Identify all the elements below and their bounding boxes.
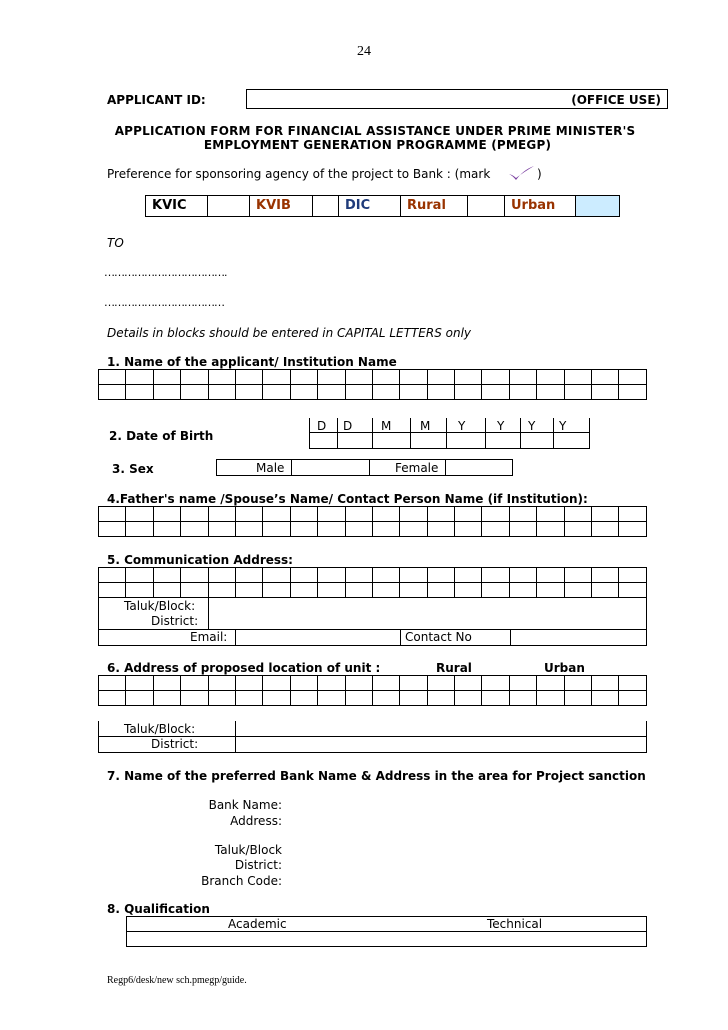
section8-title: 8. Qualification <box>107 902 210 916</box>
grid-cell[interactable] <box>592 385 619 400</box>
grid-cell[interactable] <box>153 522 180 537</box>
grid-cell[interactable] <box>318 522 345 537</box>
grid-cell[interactable] <box>537 676 564 691</box>
agency-urban: Urban <box>504 195 576 217</box>
grid-cell[interactable] <box>427 583 454 598</box>
grid-cell[interactable] <box>455 583 482 598</box>
checkmark-icon <box>506 164 536 182</box>
grid-cell[interactable] <box>208 507 235 522</box>
bank-name-label: Bank Name: <box>208 798 282 812</box>
grid-row <box>99 568 647 583</box>
grid-cell[interactable] <box>263 370 290 385</box>
grid-cell[interactable] <box>564 568 591 583</box>
bank-taluk-label: Taluk/Block <box>214 843 282 857</box>
grid-cell[interactable] <box>235 583 262 598</box>
grid-cell[interactable] <box>318 583 345 598</box>
bank-branch-code-label: Branch Code: <box>201 874 282 888</box>
bank-address-label: Address: <box>230 814 282 828</box>
grid-cell[interactable] <box>208 568 235 583</box>
grid-cell[interactable] <box>400 568 427 583</box>
grid-cell[interactable] <box>592 583 619 598</box>
grid-cell[interactable] <box>455 385 482 400</box>
grid-cell[interactable] <box>290 583 317 598</box>
addressee-line2: ……………………………… <box>104 296 224 309</box>
grid-cell[interactable] <box>181 676 208 691</box>
grid-row <box>99 507 647 522</box>
comm-contact-label: Contact No <box>405 630 472 644</box>
grid-cell[interactable] <box>99 507 126 522</box>
grid-cell[interactable] <box>318 691 345 706</box>
applicant-id-label: APPLICANT ID: <box>107 93 206 107</box>
grid-cell[interactable] <box>427 370 454 385</box>
grid-cell[interactable] <box>126 507 153 522</box>
dob-header: M <box>420 419 431 433</box>
grid-cell[interactable] <box>564 676 591 691</box>
sex-male-label: Male <box>256 461 285 475</box>
footer-reference: Regp6/desk/new sch.pmegp/guide. <box>107 975 247 986</box>
grid-cell[interactable] <box>126 676 153 691</box>
grid-cell[interactable] <box>372 568 399 583</box>
grid-cell[interactable] <box>455 568 482 583</box>
agency-rural-box[interactable] <box>467 195 505 217</box>
grid-cell[interactable] <box>208 522 235 537</box>
grid-cell[interactable] <box>290 568 317 583</box>
grid-cell[interactable] <box>290 370 317 385</box>
grid-cell[interactable] <box>263 522 290 537</box>
grid-cell[interactable] <box>99 370 126 385</box>
grid-cell[interactable] <box>235 522 262 537</box>
instruction-text: Details in blocks should be entered in CAPITAL LETTERS only <box>107 326 472 340</box>
grid-cell[interactable] <box>482 691 509 706</box>
dob-grid[interactable] <box>309 418 590 449</box>
dob-header: Y <box>528 419 536 433</box>
grid-row <box>99 385 647 400</box>
grid-cell[interactable] <box>400 385 427 400</box>
grid-cell[interactable] <box>181 522 208 537</box>
section6-title: 6. Address of proposed location of unit : <box>107 661 381 675</box>
grid-cell[interactable] <box>126 568 153 583</box>
page-number: 24 <box>357 44 371 59</box>
grid-cell[interactable] <box>619 691 647 706</box>
grid-cell[interactable] <box>290 507 317 522</box>
grid-cell[interactable] <box>153 583 180 598</box>
grid-cell[interactable] <box>427 507 454 522</box>
grid-cell[interactable] <box>537 583 564 598</box>
comm-district-label: District: <box>151 614 199 628</box>
grid-cell[interactable] <box>181 568 208 583</box>
grid-cell[interactable] <box>592 691 619 706</box>
grid-cell[interactable] <box>564 385 591 400</box>
qualification-academic-label: Academic <box>228 917 287 931</box>
grid-cell[interactable] <box>400 522 427 537</box>
grid-cell[interactable] <box>592 522 619 537</box>
unit-taluk-input[interactable] <box>236 721 646 736</box>
grid-cell[interactable] <box>427 676 454 691</box>
grid-cell[interactable] <box>345 507 372 522</box>
agency-kvic-box[interactable] <box>207 195 250 217</box>
dob-header: Y <box>559 419 567 433</box>
grid-cell[interactable] <box>208 385 235 400</box>
grid-cell[interactable] <box>537 370 564 385</box>
dob-header: M <box>381 419 392 433</box>
grid-cell[interactable] <box>427 568 454 583</box>
grid-cell[interactable] <box>455 691 482 706</box>
grid-cell[interactable] <box>482 507 509 522</box>
grid-cell[interactable] <box>455 507 482 522</box>
grid-cell[interactable] <box>290 522 317 537</box>
dob-header: Y <box>497 419 505 433</box>
grid-cell[interactable] <box>235 676 262 691</box>
grid-cell[interactable] <box>619 385 647 400</box>
grid-cell[interactable] <box>619 522 647 537</box>
grid-row <box>99 583 647 598</box>
grid-cell[interactable] <box>235 507 262 522</box>
grid-cell[interactable] <box>153 691 180 706</box>
grid-cell[interactable] <box>345 370 372 385</box>
grid-cell[interactable] <box>482 676 509 691</box>
grid-cell[interactable] <box>537 385 564 400</box>
grid-cell[interactable] <box>619 583 647 598</box>
grid-cell[interactable] <box>99 676 126 691</box>
agency-urban-box[interactable] <box>575 195 620 217</box>
grid-cell[interactable] <box>99 691 126 706</box>
grid-cell[interactable] <box>619 676 647 691</box>
comm-email-input[interactable] <box>236 630 400 645</box>
grid-row <box>99 522 647 537</box>
grid-cell[interactable] <box>509 676 536 691</box>
communication-address-grid[interactable] <box>98 567 647 598</box>
grid-cell[interactable] <box>592 676 619 691</box>
grid-cell[interactable] <box>482 385 509 400</box>
office-use-label: (OFFICE USE) <box>571 93 661 107</box>
addressee-line1: ………………………………. <box>104 266 227 279</box>
grid-cell[interactable] <box>181 583 208 598</box>
grid-cell[interactable] <box>153 676 180 691</box>
grid-cell[interactable] <box>153 568 180 583</box>
grid-cell[interactable] <box>208 370 235 385</box>
grid-cell[interactable] <box>290 691 317 706</box>
grid-cell[interactable] <box>263 583 290 598</box>
grid-row <box>99 691 647 706</box>
section5-title: 5. Communication Address: <box>107 553 293 567</box>
grid-cell[interactable] <box>509 385 536 400</box>
grid-cell[interactable] <box>455 522 482 537</box>
grid-cell[interactable] <box>427 385 454 400</box>
grid-cell[interactable] <box>537 522 564 537</box>
grid-cell[interactable] <box>318 676 345 691</box>
grid-cell[interactable] <box>619 568 647 583</box>
grid-cell[interactable] <box>99 568 126 583</box>
grid-cell[interactable] <box>263 691 290 706</box>
grid-cell[interactable] <box>126 385 153 400</box>
grid-cell[interactable] <box>455 370 482 385</box>
grid-cell[interactable] <box>208 676 235 691</box>
grid-cell[interactable] <box>619 370 647 385</box>
grid-cell[interactable] <box>455 676 482 691</box>
grid-cell[interactable] <box>345 522 372 537</box>
grid-cell[interactable] <box>153 370 180 385</box>
grid-cell[interactable] <box>482 568 509 583</box>
unit-taluk-label: Taluk/Block: <box>124 722 196 736</box>
grid-cell[interactable] <box>208 583 235 598</box>
agency-dic: DIC <box>338 195 401 217</box>
grid-cell[interactable] <box>400 507 427 522</box>
section6-rural: Rural <box>436 661 472 675</box>
grid-cell[interactable] <box>318 568 345 583</box>
unit-details <box>98 721 647 753</box>
grid-cell[interactable] <box>181 691 208 706</box>
grid-cell[interactable] <box>345 568 372 583</box>
grid-cell[interactable] <box>345 676 372 691</box>
grid-cell[interactable] <box>564 583 591 598</box>
grid-cell[interactable] <box>126 691 153 706</box>
section7-title: 7. Name of the preferred Bank Name & Address in the area for Project sanction <box>107 769 646 783</box>
grid-cell[interactable] <box>99 522 126 537</box>
grid-cell[interactable] <box>564 522 591 537</box>
unit-district-label: District: <box>151 737 199 751</box>
grid-cell[interactable] <box>372 691 399 706</box>
form-title-line1: APPLICATION FORM FOR FINANCIAL ASSISTANCE UNDER PRIME MINISTER'S <box>114 124 636 138</box>
grid-cell[interactable] <box>427 691 454 706</box>
grid-cell[interactable] <box>372 676 399 691</box>
section6-urban: Urban <box>544 661 585 675</box>
grid-cell[interactable] <box>427 522 454 537</box>
bank-district-label: District: <box>234 858 282 872</box>
grid-cell[interactable] <box>181 385 208 400</box>
grid-cell[interactable] <box>263 676 290 691</box>
grid-cell[interactable] <box>592 370 619 385</box>
comm-taluk-label: Taluk/Block: <box>124 599 196 613</box>
grid-cell[interactable] <box>372 583 399 598</box>
comm-taluk-input[interactable] <box>209 598 646 613</box>
preference-text: Preference for sponsoring agency of the project to Bank : (mark <box>107 167 491 181</box>
sex-female-label: Female <box>395 461 439 475</box>
comm-district-input[interactable] <box>209 614 646 629</box>
grid-cell[interactable] <box>290 676 317 691</box>
grid-cell[interactable] <box>509 522 536 537</box>
grid-cell[interactable] <box>153 385 180 400</box>
comm-contact-input[interactable] <box>511 630 646 645</box>
grid-cell[interactable] <box>482 522 509 537</box>
section1-title: 1. Name of the applicant/ Institution Name <box>107 355 397 369</box>
grid-cell[interactable] <box>126 522 153 537</box>
grid-cell[interactable] <box>99 385 126 400</box>
grid-cell[interactable] <box>235 370 262 385</box>
grid-cell[interactable] <box>537 568 564 583</box>
qualification-technical-label: Technical <box>487 917 543 931</box>
grid-cell[interactable] <box>345 385 372 400</box>
grid-cell[interactable] <box>345 691 372 706</box>
dob-header: D <box>317 419 327 433</box>
grid-cell[interactable] <box>372 507 399 522</box>
agency-kvib-box[interactable] <box>312 195 339 217</box>
grid-cell[interactable] <box>509 370 536 385</box>
grid-cell[interactable] <box>564 691 591 706</box>
applicant-id-field[interactable] <box>246 89 668 109</box>
grid-cell[interactable] <box>263 507 290 522</box>
father-name-grid[interactable] <box>98 506 647 537</box>
grid-cell[interactable] <box>318 507 345 522</box>
grid-cell[interactable] <box>509 568 536 583</box>
grid-cell[interactable] <box>537 507 564 522</box>
grid-cell[interactable] <box>564 370 591 385</box>
section2-title: 2. Date of Birth <box>109 429 214 443</box>
grid-cell[interactable] <box>619 507 647 522</box>
section4-title: 4.Father's name /Spouse’s Name/ Contact Person Name (if Institution): <box>107 492 588 506</box>
grid-cell[interactable] <box>126 583 153 598</box>
grid-cell[interactable] <box>235 691 262 706</box>
grid-cell[interactable] <box>509 583 536 598</box>
grid-cell[interactable] <box>208 691 235 706</box>
unit-district-input[interactable] <box>236 737 646 752</box>
agency-rural: Rural <box>400 195 468 217</box>
communication-details <box>98 598 647 646</box>
addressee-to: TO <box>107 236 124 250</box>
agency-kvib: KVIB <box>249 195 313 217</box>
grid-cell[interactable] <box>592 568 619 583</box>
grid-cell[interactable] <box>509 691 536 706</box>
grid-cell[interactable] <box>318 370 345 385</box>
grid-cell[interactable] <box>372 385 399 400</box>
grid-cell[interactable] <box>592 507 619 522</box>
grid-cell[interactable] <box>372 522 399 537</box>
unit-address-grid[interactable] <box>98 675 647 706</box>
sex-field[interactable] <box>216 459 513 476</box>
grid-cell[interactable] <box>263 568 290 583</box>
dob-header: D <box>343 419 353 433</box>
grid-cell[interactable] <box>400 691 427 706</box>
comm-email-label: Email: <box>190 630 228 644</box>
qualification-input[interactable] <box>127 932 646 946</box>
grid-cell[interactable] <box>235 385 262 400</box>
grid-cell[interactable] <box>400 676 427 691</box>
grid-cell[interactable] <box>235 568 262 583</box>
grid-cell[interactable] <box>290 385 317 400</box>
dob-header: Y <box>458 419 466 433</box>
grid-cell[interactable] <box>181 370 208 385</box>
grid-cell[interactable] <box>181 507 208 522</box>
agency-kvic: KVIC <box>145 195 208 217</box>
grid-cell[interactable] <box>99 583 126 598</box>
grid-cell[interactable] <box>126 370 153 385</box>
section3-title: 3. Sex <box>112 462 154 476</box>
grid-cell[interactable] <box>482 370 509 385</box>
grid-cell[interactable] <box>509 507 536 522</box>
qualification-table <box>126 916 647 947</box>
grid-cell[interactable] <box>318 385 345 400</box>
form-title-line2: EMPLOYMENT GENERATION PROGRAMME (PMEGP) <box>203 138 552 152</box>
grid-cell[interactable] <box>153 507 180 522</box>
grid-cell[interactable] <box>345 583 372 598</box>
applicant-name-grid[interactable] <box>98 369 647 400</box>
grid-cell[interactable] <box>564 507 591 522</box>
grid-cell[interactable] <box>400 583 427 598</box>
grid-cell[interactable] <box>537 691 564 706</box>
grid-cell[interactable] <box>400 370 427 385</box>
preference-close: ) <box>537 167 542 181</box>
grid-cell[interactable] <box>372 370 399 385</box>
grid-cell[interactable] <box>482 583 509 598</box>
grid-row <box>99 676 647 691</box>
grid-row <box>99 370 647 385</box>
grid-cell[interactable] <box>263 385 290 400</box>
